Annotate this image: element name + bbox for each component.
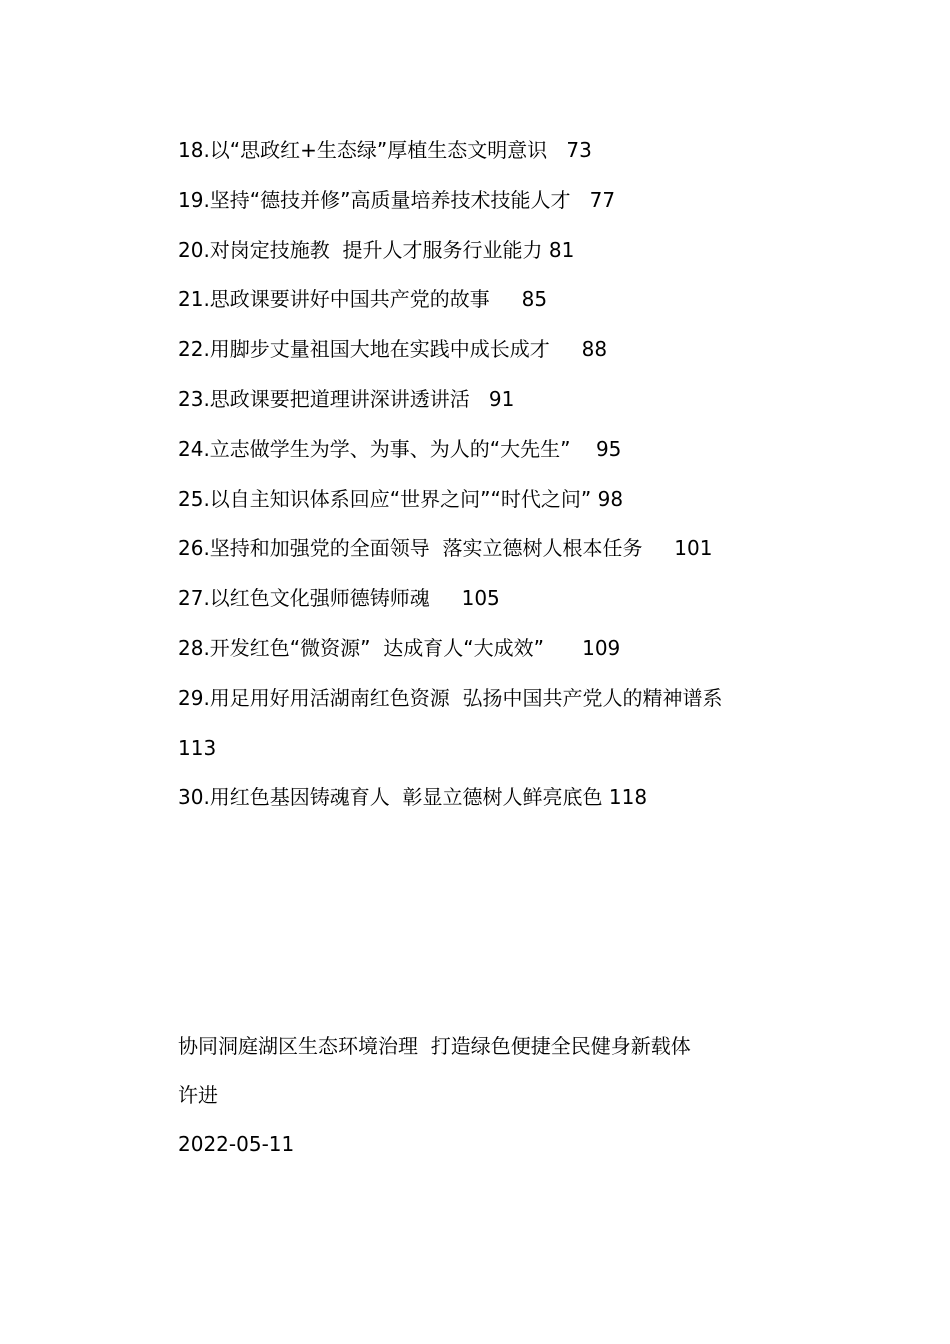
toc-entry-25: 25.以自主知识体系回应“世界之问”“时代之问” 98 [178, 486, 624, 511]
article-date: 2022-05-11 [178, 1132, 295, 1156]
toc-entry-19: 19.坚持“德技并修”高质量培养技术技能人才 77 [178, 187, 616, 212]
toc-entry-18: 18.以“思政红+生态绿”厚植生态文明意识 73 [178, 138, 592, 162]
toc-entry-21: 21.思政课要讲好中国共产党的故事 85 [178, 287, 548, 312]
toc-entry-23: 23.思政课要把道理讲深讲透讲活 91 [178, 386, 515, 411]
table-of-contents [178, 132, 878, 829]
toc-entry-27: 27.以红色文化强师德铸师魂 105 [178, 586, 500, 611]
article-author: 许进 [178, 1083, 218, 1107]
toc-entry-29-page: 113 [178, 735, 217, 760]
toc-entry-30: 30.用红色基因铸魂育人 彰显立德树人鲜亮底色 118 [178, 785, 648, 810]
article-title: 协同洞庭湖区生态环境治理 打造绿色便捷全民健身新载体 [178, 1034, 691, 1058]
article-header [178, 1028, 878, 1175]
toc-entry-22: 22.用脚步丈量祖国大地在实践中成长成才 88 [178, 337, 608, 362]
toc-entry-29: 29.用足用好用活湖南红色资源 弘扬中国共产党人的精神谱系 [178, 685, 723, 710]
toc-entry-26: 26.坚持和加强党的全面领导 落实立德树人根本任务 101 [178, 536, 713, 561]
toc-entry-24: 24.立志做学生为学、为事、为人的“大先生” 95 [178, 436, 622, 461]
toc-entry-28: 28.开发红色“微资源” 达成育人“大成效” 109 [178, 635, 621, 660]
toc-entry-20: 20.对岗定技施教 提升人才服务行业能力 81 [178, 237, 575, 262]
